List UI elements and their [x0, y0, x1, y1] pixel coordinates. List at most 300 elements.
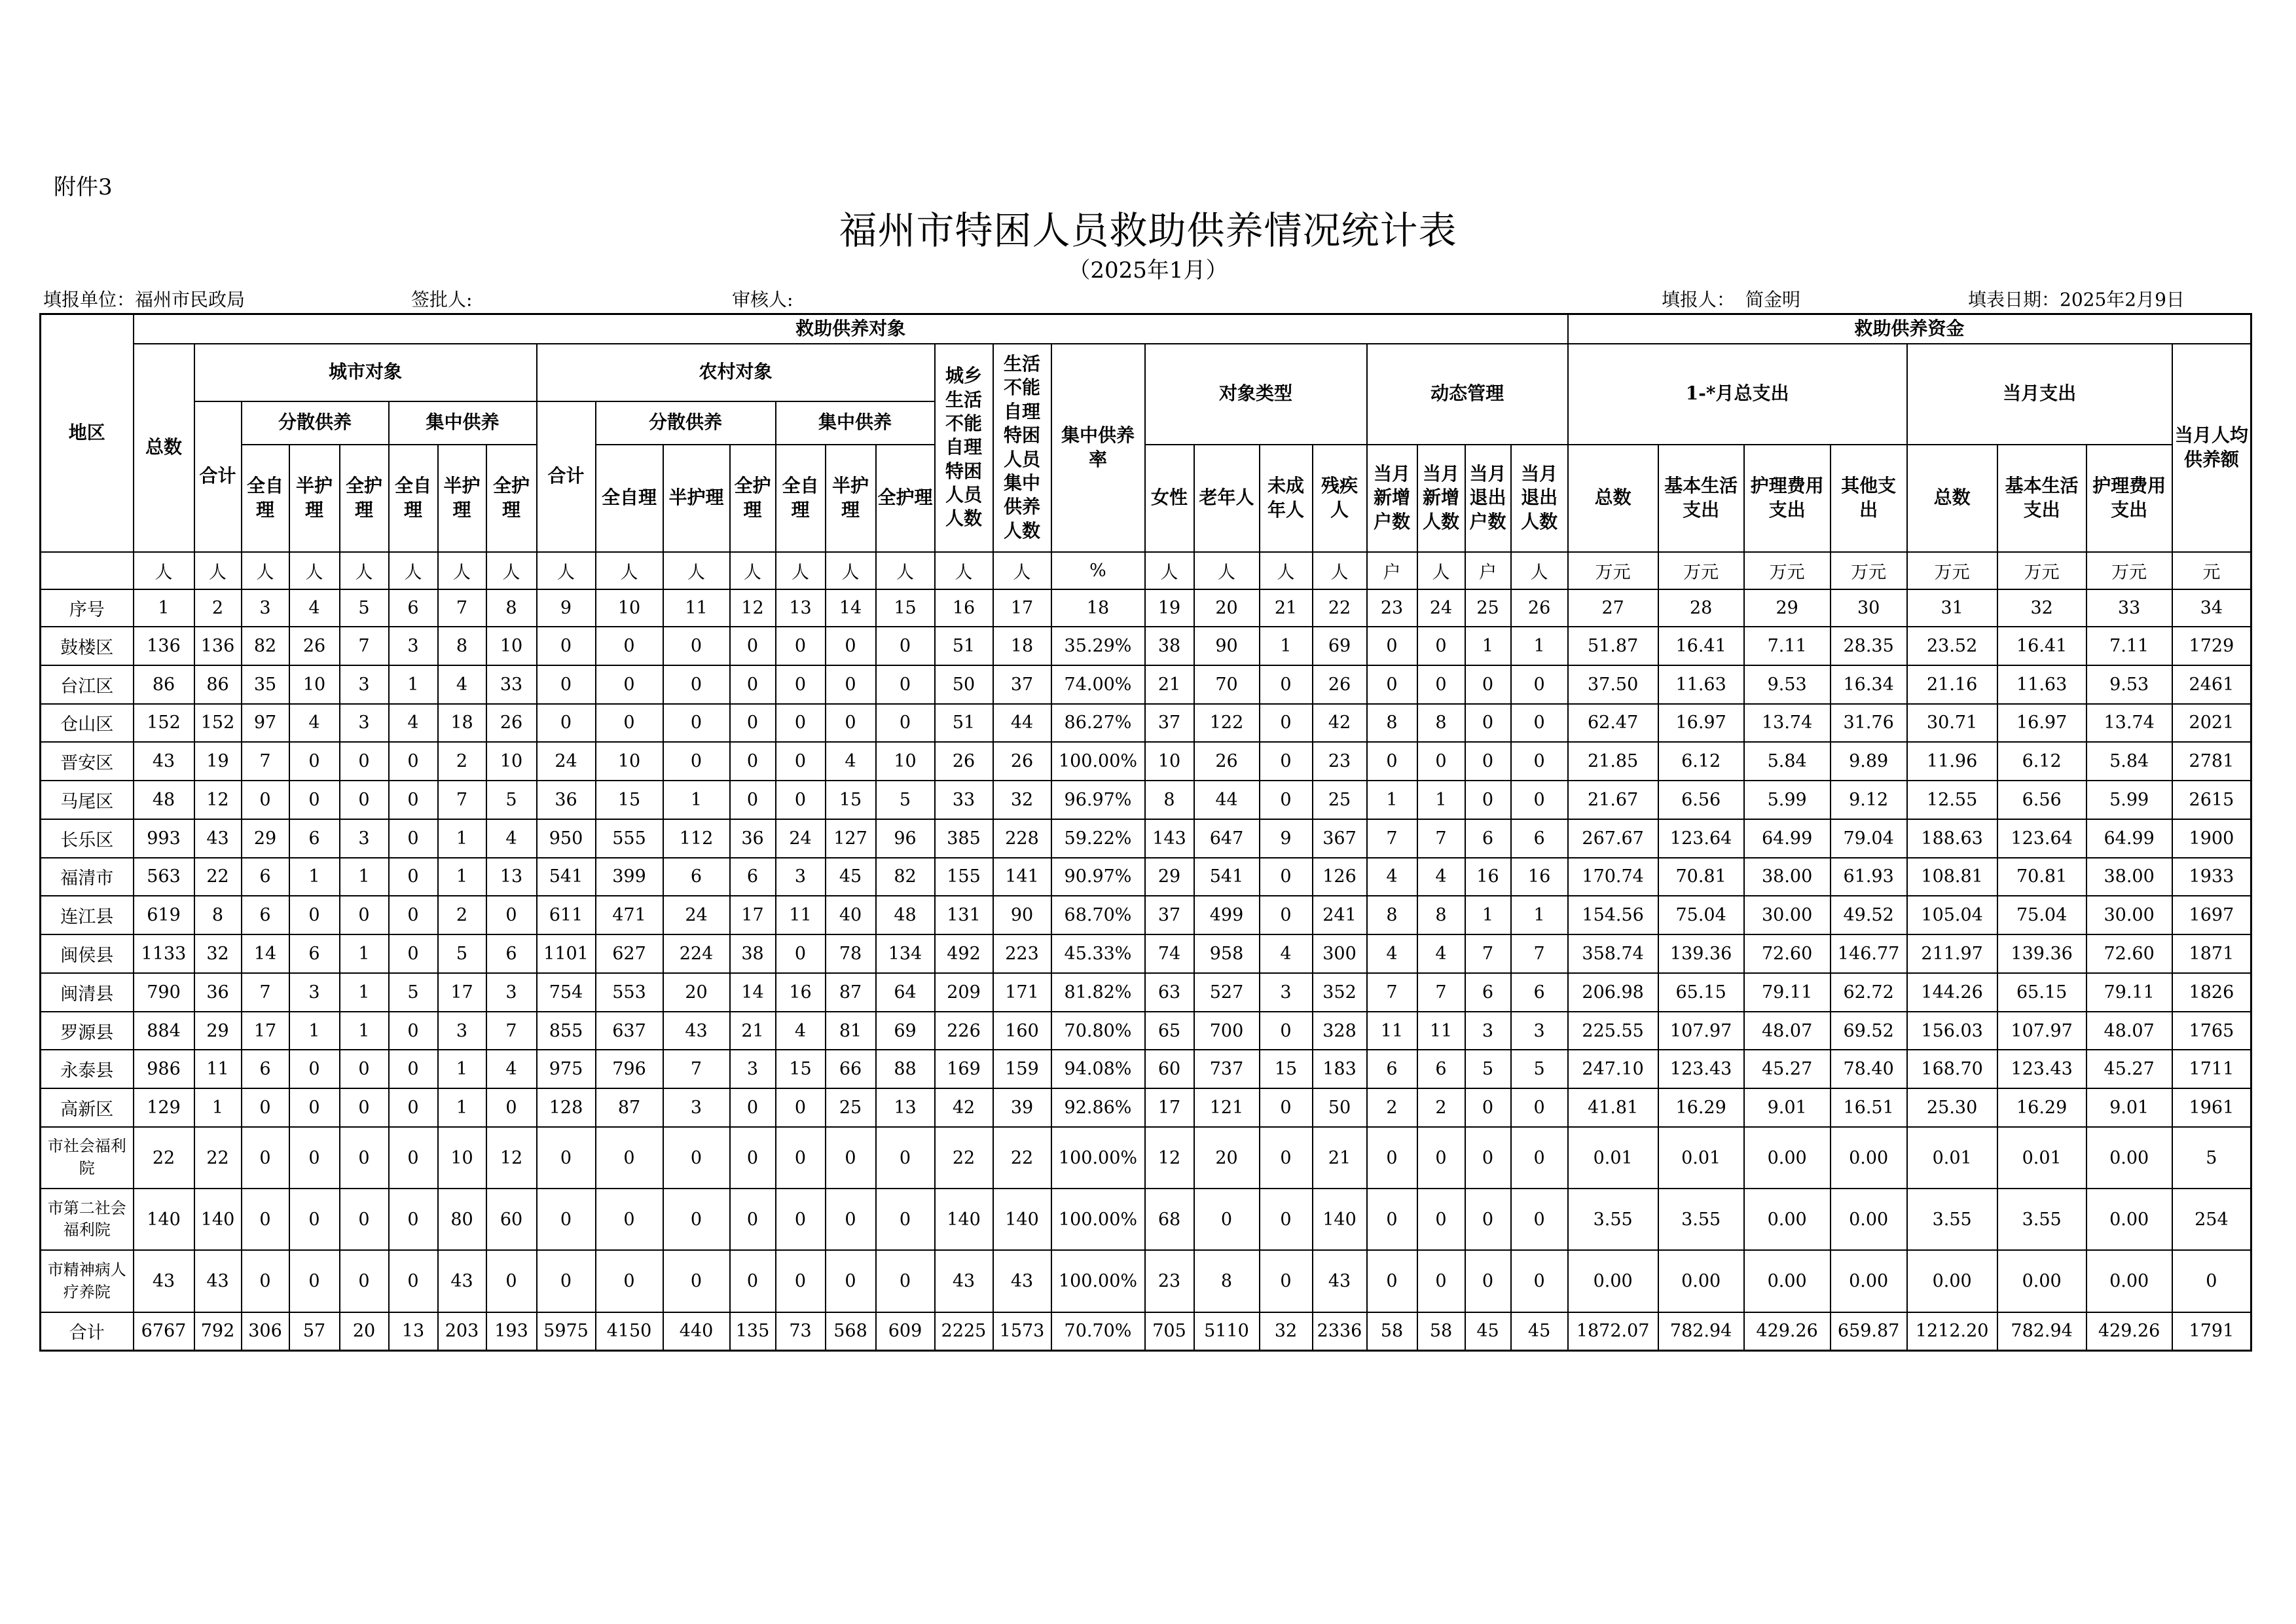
value-cell: 57 [289, 1312, 340, 1351]
region-cell: 台江区 [41, 665, 134, 704]
value-cell: 0 [289, 1250, 340, 1312]
value-cell: 8 [1194, 1250, 1260, 1312]
value-cell: 21 [1145, 665, 1194, 704]
value-cell: 0 [2172, 1250, 2251, 1312]
value-cell: 0 [340, 1050, 389, 1088]
value-cell: 0 [1260, 858, 1313, 896]
value-cell: 2461 [2172, 665, 2251, 704]
value-cell: 18 [993, 627, 1051, 665]
value-cell: 0 [1511, 1127, 1568, 1189]
value-cell: 62.47 [1568, 704, 1658, 743]
value-cell: 0 [1511, 704, 1568, 743]
value-cell: 471 [596, 896, 663, 934]
value-cell: 0 [730, 1189, 776, 1250]
value-cell: 17 [730, 896, 776, 934]
value-cell: 13 [389, 1312, 438, 1351]
value-cell: 0 [663, 1127, 730, 1189]
value-cell: 0 [537, 665, 596, 704]
value-cell: 9.12 [1831, 781, 1907, 819]
value-cell: 183 [1313, 1050, 1367, 1088]
value-cell: 10 [1145, 742, 1194, 781]
value-cell: 1 [1511, 896, 1568, 934]
value-cell: 0 [242, 1127, 289, 1189]
value-cell: 0 [340, 896, 389, 934]
value-cell: 10 [486, 742, 537, 781]
value-cell: 3.55 [1658, 1189, 1744, 1250]
header-total: 总数 [134, 344, 194, 552]
value-cell: 11.96 [1907, 742, 1997, 781]
value-cell: 35.29% [1051, 627, 1145, 665]
value-cell: 0 [596, 627, 663, 665]
value-cell: 6 [1417, 1050, 1465, 1088]
value-cell: 62.72 [1831, 973, 1907, 1012]
header-cum-basic: 基本生活支出 [1658, 445, 1744, 552]
value-cell: 94.08% [1051, 1050, 1145, 1088]
value-cell: 88 [876, 1050, 935, 1088]
value-cell: 0 [776, 665, 826, 704]
value-cell: 24 [776, 819, 826, 858]
value-cell: 160 [993, 1012, 1051, 1050]
value-cell: 0 [389, 1127, 438, 1189]
header-exit-households: 当月退出户数 [1465, 445, 1511, 552]
value-cell: 51.87 [1568, 627, 1658, 665]
value-cell: 18 [438, 704, 486, 743]
value-cell: 0.01 [1907, 1127, 1997, 1189]
value-cell: 3 [340, 704, 389, 743]
value-cell: 6 [730, 858, 776, 896]
value-cell: 25.30 [1907, 1088, 1997, 1127]
header-rural-dispersed-half: 半护理 [663, 445, 730, 552]
value-cell: 5.84 [2086, 742, 2172, 781]
value-cell: 15 [596, 781, 663, 819]
reporting-unit [43, 286, 245, 312]
value-cell: 79.11 [2086, 973, 2172, 1012]
value-cell: 26 [486, 704, 537, 743]
value-cell: 25 [826, 1088, 876, 1127]
value-cell: 11.63 [1658, 665, 1744, 704]
table-row [41, 781, 2251, 819]
value-cell: 79.11 [1744, 973, 1831, 1012]
column-index-cell: 25 [1465, 589, 1511, 627]
seq-label: 序号 [41, 589, 134, 627]
value-cell: 0 [242, 1088, 289, 1127]
value-cell: 9.53 [2086, 665, 2172, 704]
value-cell: 17 [242, 1012, 289, 1050]
value-cell: 0 [776, 1250, 826, 1312]
value-cell: 3.55 [1907, 1189, 1997, 1250]
value-cell: 0 [289, 781, 340, 819]
value-cell: 1 [194, 1088, 242, 1127]
value-cell: 81.82% [1051, 973, 1145, 1012]
value-cell: 63 [1145, 973, 1194, 1012]
value-cell: 0 [596, 1250, 663, 1312]
value-cell: 1 [438, 1050, 486, 1088]
unit-cell: 人 [1417, 552, 1465, 590]
value-cell: 14 [242, 934, 289, 973]
value-cell: 11 [1417, 1012, 1465, 1050]
value-cell: 15 [1260, 1050, 1313, 1088]
region-cell: 闽侯县 [41, 934, 134, 973]
value-cell: 6 [289, 819, 340, 858]
value-cell: 4 [1417, 934, 1465, 973]
table-row [41, 1250, 2251, 1312]
value-cell: 0.01 [1658, 1127, 1744, 1189]
unit-cell: 人 [1145, 552, 1194, 590]
fill-date [1968, 286, 2185, 312]
header-object-type: 对象类型 [1145, 344, 1367, 445]
value-cell: 156.03 [1907, 1012, 1997, 1050]
value-cell: 17 [1145, 1088, 1194, 1127]
value-cell: 44 [993, 704, 1051, 743]
unit-cell: 人 [776, 552, 826, 590]
value-cell: 358.74 [1568, 934, 1658, 973]
table-row [41, 819, 2251, 858]
value-cell: 4 [776, 1012, 826, 1050]
value-cell: 1900 [2172, 819, 2251, 858]
value-cell: 0.00 [1907, 1250, 1997, 1312]
value-cell: 0.01 [1997, 1127, 2086, 1189]
unit-cell: 人 [340, 552, 389, 590]
header-month-total: 总数 [1907, 445, 1997, 552]
unit-cell: 万元 [1744, 552, 1831, 590]
value-cell: 0 [486, 1088, 537, 1127]
header-urban-central-self: 全自理 [389, 445, 438, 552]
value-cell: 0 [876, 1189, 935, 1250]
value-cell: 4 [486, 819, 537, 858]
region-cell: 高新区 [41, 1088, 134, 1127]
value-cell: 0 [826, 704, 876, 743]
filler [1662, 286, 1800, 312]
statistics-table [39, 313, 2252, 1352]
value-cell: 4 [486, 1050, 537, 1088]
value-cell: 224 [663, 934, 730, 973]
value-cell: 79.04 [1831, 819, 1907, 858]
value-cell: 37 [1145, 896, 1194, 934]
value-cell: 74 [1145, 934, 1194, 973]
value-cell: 555 [596, 819, 663, 858]
value-cell: 0 [826, 627, 876, 665]
column-index-cell: 30 [1831, 589, 1907, 627]
value-cell: 884 [134, 1012, 194, 1050]
value-cell: 2 [438, 742, 486, 781]
header-cum-nursing: 护理费用支出 [1744, 445, 1831, 552]
value-cell: 609 [876, 1312, 935, 1351]
value-cell: 33 [935, 781, 993, 819]
value-cell: 5 [876, 781, 935, 819]
value-cell: 0 [776, 742, 826, 781]
value-cell: 0.01 [1568, 1127, 1658, 1189]
value-cell: 6 [486, 934, 537, 973]
value-cell: 69.52 [1831, 1012, 1907, 1050]
value-cell: 139.36 [1997, 934, 2086, 973]
value-cell: 975 [537, 1050, 596, 1088]
value-cell: 2 [438, 896, 486, 934]
value-cell: 3.55 [1997, 1189, 2086, 1250]
value-cell: 92.86% [1051, 1088, 1145, 1127]
value-cell: 7 [242, 973, 289, 1012]
value-cell: 7 [242, 742, 289, 781]
value-cell: 0 [1511, 742, 1568, 781]
column-index-cell: 26 [1511, 589, 1568, 627]
value-cell: 49.52 [1831, 896, 1907, 934]
value-cell: 226 [935, 1012, 993, 1050]
value-cell: 5.84 [1744, 742, 1831, 781]
region-cell: 市精神病人疗养院 [41, 1250, 134, 1312]
value-cell: 0 [340, 1250, 389, 1312]
value-cell: 10 [289, 665, 340, 704]
table-row [41, 934, 2251, 973]
value-cell: 754 [537, 973, 596, 1012]
column-index-cell: 23 [1367, 589, 1417, 627]
value-cell: 43 [194, 819, 242, 858]
header-month-nursing: 护理费用支出 [2086, 445, 2172, 552]
unit-cell: 人 [537, 552, 596, 590]
value-cell: 440 [663, 1312, 730, 1351]
value-cell: 21.67 [1568, 781, 1658, 819]
header-urban-dispersed-half: 半护理 [289, 445, 340, 552]
value-cell: 10 [486, 627, 537, 665]
value-cell: 72.60 [2086, 934, 2172, 973]
value-cell: 225.55 [1568, 1012, 1658, 1050]
value-cell: 20 [340, 1312, 389, 1351]
value-cell: 30.00 [2086, 896, 2172, 934]
value-cell: 100.00% [1051, 742, 1145, 781]
value-cell: 0 [596, 1127, 663, 1189]
header-rural-centralized: 集中供养 [776, 401, 935, 445]
value-cell: 24 [537, 742, 596, 781]
unit-cell: 人 [134, 552, 194, 590]
value-cell: 0 [1367, 1189, 1417, 1250]
value-cell: 0 [537, 1250, 596, 1312]
unit-cell: 万元 [1907, 552, 1997, 590]
value-cell: 637 [596, 1012, 663, 1050]
value-cell: 65 [1145, 1012, 1194, 1050]
header-urban-centralized: 集中供养 [389, 401, 537, 445]
value-cell: 792 [194, 1312, 242, 1351]
column-index-cell: 13 [776, 589, 826, 627]
column-index-cell: 10 [596, 589, 663, 627]
value-cell: 1697 [2172, 896, 2251, 934]
value-cell: 143 [1145, 819, 1194, 858]
table-row [41, 896, 2251, 934]
header-support-funds: 救助供养资金 [1568, 314, 2251, 344]
value-cell: 1933 [2172, 858, 2251, 896]
value-cell: 140 [194, 1189, 242, 1250]
unit-cell: 人 [242, 552, 289, 590]
unit-cell: 万元 [1831, 552, 1907, 590]
value-cell: 1871 [2172, 934, 2251, 973]
value-cell: 32 [1260, 1312, 1313, 1351]
value-cell: 0 [1511, 665, 1568, 704]
reviewer-label: 审核人: [732, 289, 793, 310]
value-cell: 23 [1145, 1250, 1194, 1312]
value-cell: 7 [663, 1050, 730, 1088]
value-cell: 17 [438, 973, 486, 1012]
reporting-unit-label: 填报单位： [43, 289, 136, 310]
value-cell: 4150 [596, 1312, 663, 1351]
unit-cell: 万元 [1568, 552, 1658, 590]
value-cell: 48.07 [2086, 1012, 2172, 1050]
header-elderly: 老年人 [1194, 445, 1260, 552]
value-cell: 0 [826, 1250, 876, 1312]
value-cell: 38.00 [2086, 858, 2172, 896]
value-cell: 82 [242, 627, 289, 665]
value-cell: 136 [194, 627, 242, 665]
value-cell: 1 [289, 1012, 340, 1050]
value-cell: 0 [1465, 665, 1511, 704]
value-cell: 385 [935, 819, 993, 858]
header-rural-central-full: 全护理 [876, 445, 935, 552]
value-cell: 9.01 [1744, 1088, 1831, 1127]
value-cell: 541 [1194, 858, 1260, 896]
value-cell: 209 [935, 973, 993, 1012]
value-cell: 1 [1260, 627, 1313, 665]
value-cell: 16.29 [1997, 1088, 2086, 1127]
unit-cell: 人 [993, 552, 1051, 590]
value-cell: 0 [730, 1088, 776, 1127]
value-cell: 211.97 [1907, 934, 1997, 973]
value-cell: 13.74 [1744, 704, 1831, 743]
value-cell: 0 [776, 704, 826, 743]
value-cell: 105.04 [1907, 896, 1997, 934]
value-cell: 123.43 [1658, 1050, 1744, 1088]
value-cell: 568 [826, 1312, 876, 1351]
unit-cell: 人 [663, 552, 730, 590]
region-cell: 连江县 [41, 896, 134, 934]
value-cell: 0 [340, 1189, 389, 1250]
value-cell: 3 [340, 665, 389, 704]
value-cell: 0 [389, 858, 438, 896]
unit-cell: 人 [876, 552, 935, 590]
value-cell: 13 [876, 1088, 935, 1127]
value-cell: 0.00 [1744, 1250, 1831, 1312]
value-cell: 6767 [134, 1312, 194, 1351]
value-cell: 70.70% [1051, 1312, 1145, 1351]
page-title: 福州市特困人员救助供养情况统计表 [839, 208, 1457, 253]
value-cell: 60 [486, 1189, 537, 1250]
header-dynamic: 动态管理 [1367, 344, 1568, 445]
value-cell: 1212.20 [1907, 1312, 1997, 1351]
value-cell: 51 [935, 704, 993, 743]
unit-cell: 人 [1260, 552, 1313, 590]
value-cell: 0 [826, 665, 876, 704]
value-cell: 5 [1511, 1050, 1568, 1088]
unit-cell: 人 [596, 552, 663, 590]
value-cell: 32 [993, 781, 1051, 819]
value-cell: 0 [663, 1250, 730, 1312]
value-cell: 9.89 [1831, 742, 1907, 781]
value-cell: 0 [289, 1127, 340, 1189]
value-cell: 0 [1260, 1088, 1313, 1127]
value-cell: 0 [1465, 781, 1511, 819]
value-cell: 0 [663, 742, 730, 781]
value-cell: 7.11 [2086, 627, 2172, 665]
value-cell: 6 [1367, 1050, 1417, 1088]
value-cell: 33 [486, 665, 537, 704]
value-cell: 26 [289, 627, 340, 665]
header-central-rate: 集中供养率 [1051, 344, 1145, 552]
column-index-cell: 34 [2172, 589, 2251, 627]
value-cell: 128 [537, 1088, 596, 1127]
value-cell: 553 [596, 973, 663, 1012]
value-cell: 0 [242, 781, 289, 819]
value-cell: 0 [1417, 742, 1465, 781]
value-cell: 155 [935, 858, 993, 896]
value-cell: 16.29 [1658, 1088, 1744, 1127]
value-cell: 1 [340, 973, 389, 1012]
value-cell: 0 [289, 1189, 340, 1250]
value-cell: 9.01 [2086, 1088, 2172, 1127]
value-cell: 8 [1367, 896, 1417, 934]
value-cell: 168.70 [1907, 1050, 1997, 1088]
value-cell: 90.97% [1051, 858, 1145, 896]
value-cell: 1765 [2172, 1012, 2251, 1050]
value-cell: 16 [776, 973, 826, 1012]
value-cell: 68.70% [1051, 896, 1145, 934]
value-cell: 986 [134, 1050, 194, 1088]
column-index-cell: 15 [876, 589, 935, 627]
attachment-label: 附件3 [54, 174, 113, 200]
value-cell: 16.41 [1997, 627, 2086, 665]
value-cell: 1133 [134, 934, 194, 973]
value-cell: 9 [1260, 819, 1313, 858]
value-cell: 0 [1260, 1012, 1313, 1050]
value-cell: 1573 [993, 1312, 1051, 1351]
value-cell: 13 [486, 858, 537, 896]
value-cell: 43 [663, 1012, 730, 1050]
value-cell: 993 [134, 819, 194, 858]
header-cumulative: 1-*月总支出 [1568, 344, 1907, 445]
value-cell: 20 [663, 973, 730, 1012]
value-cell: 193 [486, 1312, 537, 1351]
index-row [41, 589, 2251, 627]
value-cell: 86 [134, 665, 194, 704]
value-cell: 0.00 [1831, 1127, 1907, 1189]
value-cell: 5.99 [1744, 781, 1831, 819]
value-cell: 647 [1194, 819, 1260, 858]
value-cell: 3 [289, 973, 340, 1012]
value-cell: 659.87 [1831, 1312, 1907, 1351]
header-minor: 未成年人 [1260, 445, 1313, 552]
value-cell: 154.56 [1568, 896, 1658, 934]
value-cell: 206.98 [1568, 973, 1658, 1012]
value-cell: 51 [935, 627, 993, 665]
value-cell: 16.97 [1658, 704, 1744, 743]
value-cell: 0.00 [1744, 1189, 1831, 1250]
value-cell: 429.26 [2086, 1312, 2172, 1351]
value-cell: 26 [1194, 742, 1260, 781]
value-cell: 6.12 [1658, 742, 1744, 781]
value-cell: 50 [1313, 1088, 1367, 1127]
value-cell: 48 [134, 781, 194, 819]
value-cell: 782.94 [1997, 1312, 2086, 1351]
value-cell: 0 [1260, 742, 1313, 781]
value-cell: 0 [776, 781, 826, 819]
value-cell: 45 [1511, 1312, 1568, 1351]
header-urban-dispersed-full: 全护理 [340, 445, 389, 552]
value-cell: 38 [730, 934, 776, 973]
value-cell: 1 [1465, 896, 1511, 934]
value-cell: 3.55 [1568, 1189, 1658, 1250]
value-cell: 203 [438, 1312, 486, 1351]
value-cell: 45.33% [1051, 934, 1145, 973]
region-cell: 永泰县 [41, 1050, 134, 1088]
value-cell: 0.00 [1744, 1127, 1831, 1189]
value-cell: 563 [134, 858, 194, 896]
value-cell: 140 [134, 1189, 194, 1250]
value-cell: 126 [1313, 858, 1367, 896]
table-row [41, 1050, 2251, 1088]
